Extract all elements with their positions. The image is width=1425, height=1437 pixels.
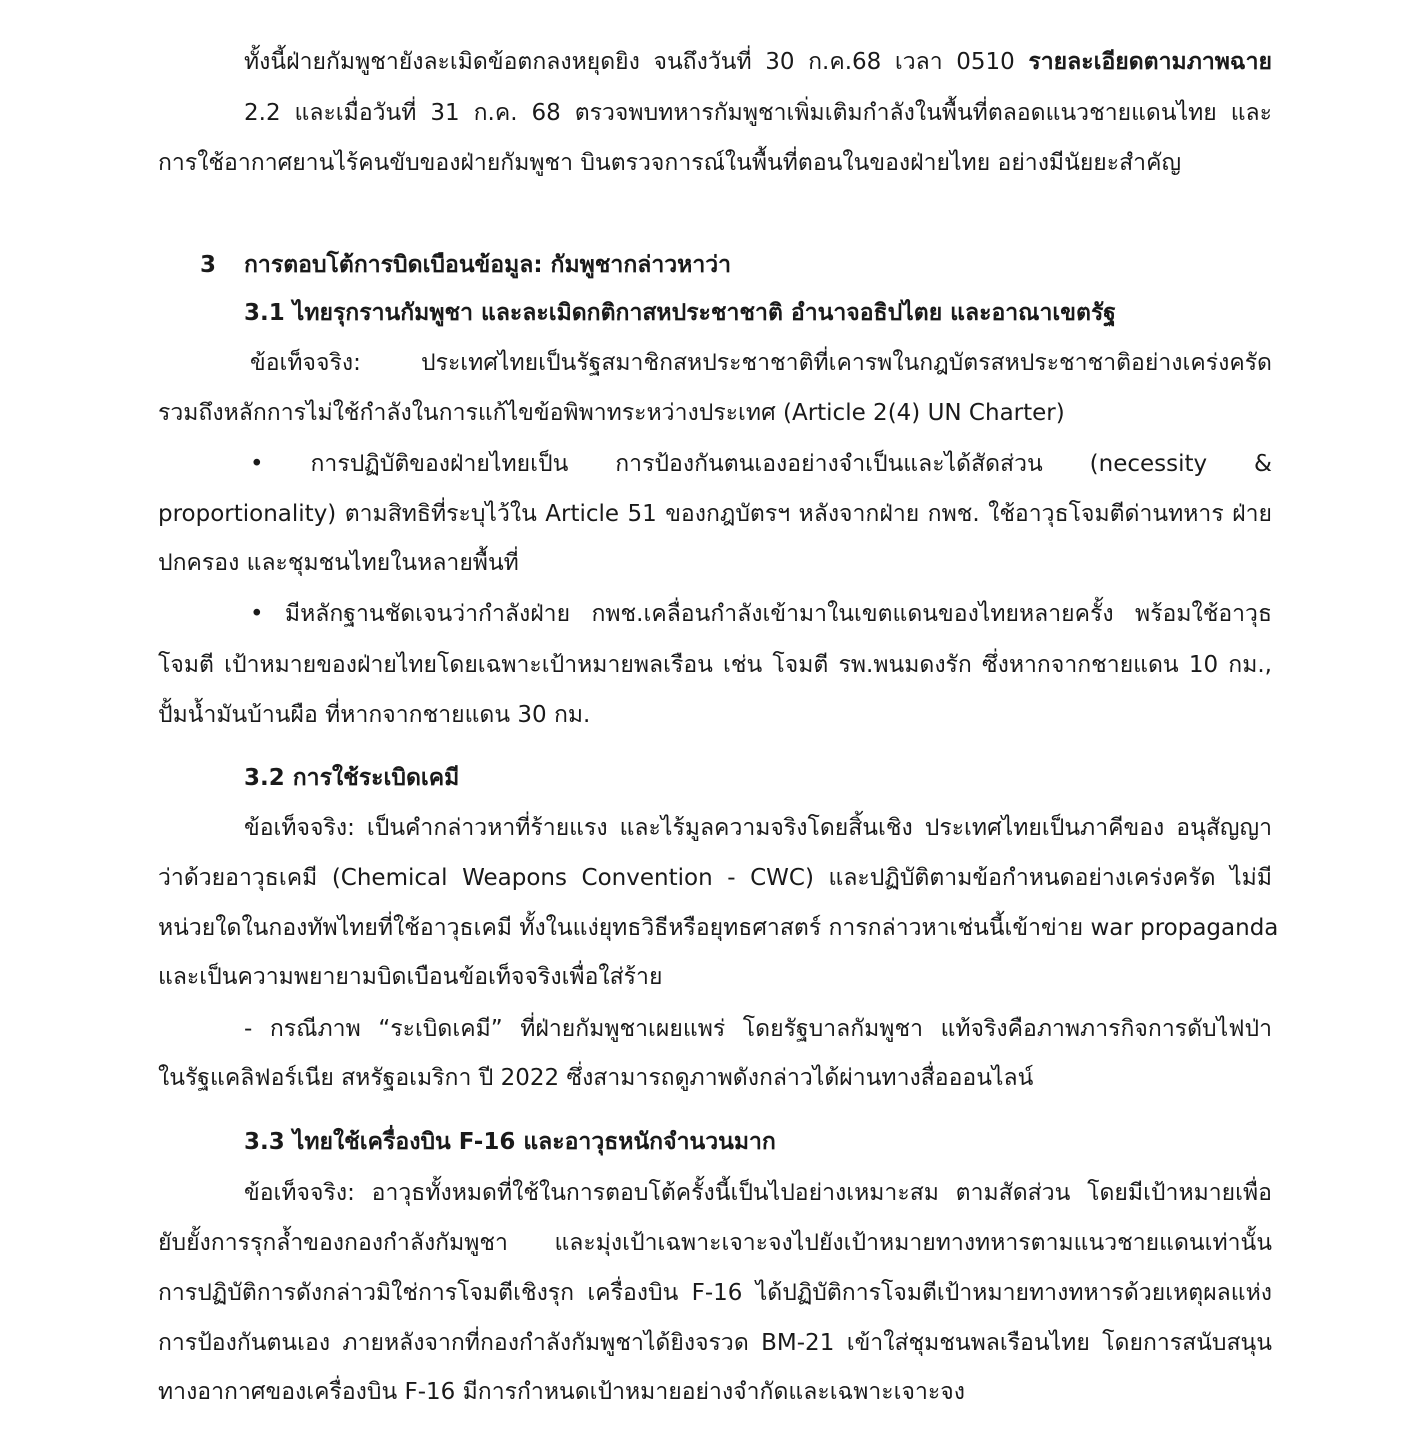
section-3-2-fact-line-1: ข้อเท็จจริง: เป็นคำกล่าวหาที่ร้ายแรง และไร้มูลความจริงโดยสิ้นเชิง ประเทศไทยเป็นภาคีของ อนุสัญญา bbox=[244, 815, 1272, 841]
section-3-1-fact-line-2: รวมถึงหลักการไม่ใช้กำลังในการแก้ไขข้อพิพาทระหว่างประเทศ (Article 2(4) UN Charter) bbox=[158, 400, 1065, 426]
paragraph-ceasefire-violation bbox=[244, 45, 1272, 79]
section-3-2-fact-line-2: ว่าด้วยอาวุธเคมี (Chemical Weapons Convention - CWC) และปฏิบัติตามข้อกำหนดอย่างเคร่งครัด ไม่มี bbox=[158, 865, 1272, 891]
section-3-1-bullet-2-line-3: ปั้มน้ำมันบ้านผือ ที่หากจากชายแดน 30 กม. bbox=[158, 702, 591, 728]
section-3-3-fact-line-4: การป้องกันตนเอง ภายหลังจากที่กองกำลังกัมพูชาได้ยิงจรวด BM-21 เข้าใส่ชุมชนพลเรือนไทย โดยการสนับสนุน bbox=[158, 1330, 1272, 1356]
section-3-title: การตอบโต้การบิดเบือนข้อมูล: กัมพูชากล่าวหาว่า bbox=[244, 252, 732, 278]
section-3-3-title: 3.3 ไทยใช้เครื่องบิน F-16 และอาวุธหนักจำนวนมาก bbox=[244, 1129, 776, 1155]
section-3-2-image-claim-line-1: - กรณีภาพ “ระเบิดเคมี” ที่ฝ่ายกัมพูชาเผยแพร่ โดยรัฐบาลกัมพูชา แท้จริงคือภาพภารกิจการดับไฟป่า bbox=[244, 1016, 1272, 1042]
section-3-3-fact-line-1: ข้อเท็จจริง: อาวุธทั้งหมดที่ใช้ในการตอบโต้ครั้งนี้เป็นไปอย่างเหมาะสม ตามสัดส่วน โดยมีเป้าหมายเพื่อ bbox=[244, 1180, 1272, 1206]
section-3-2-fact-line-3: หน่วยใดในกองทัพไทยที่ใช้อาวุธเคมี ทั้งในแง่ยุทธวิธีหรือยุทธศาสตร์ การกล่าวหาเช่นนี้เข้าข่าย war propaganda bbox=[158, 915, 1279, 941]
section-3-1-fact-line-1: ข้อเท็จจริง: ประเทศไทยเป็นรัฐสมาชิกสหประชาชาติที่เคารพในกฎบัตรสหประชาชาติอย่างเคร่งครัด bbox=[250, 350, 1272, 376]
section-3-3-fact-line-2: ยับยั้งการรุกล้ำของกองกำลังกัมพูชา และมุ่งเป้าเฉพาะเจาะจงไปยังเป้าหมายทางทหารตามแนวชายแดนเท่านั้น bbox=[158, 1230, 1272, 1256]
section-3-2-fact-line-4: และเป็นความพยายามบิดเบือนข้อเท็จจริงเพื่อใส่ร้าย bbox=[158, 964, 663, 990]
details-as-shown-text: รายละเอียดตามภาพฉาย bbox=[1028, 49, 1272, 75]
section-3-1-title: 3.1 ไทยรุกรานกัมพูชา และละเมิดกติกาสหประชาชาติ อำนาจอธิปไตย และอาณาเขตรัฐ bbox=[244, 300, 1116, 326]
section-3-1-bullet-1-line-2: proportionality) ตามสิทธิที่ระบุไว้ใน Article 51 ของกฎบัตรฯ หลังจากฝ่าย กพช. ใช้อาวุธโจมตีด่านทหาร ฝ่าย bbox=[158, 501, 1272, 527]
section-3-1-bullet-2-line-2: โจมตี เป้าหมายของฝ่ายไทยโดยเฉพาะเป้าหมายพลเรือน เช่น โจมตี รพ.พนมดงรัก ซึ่งหากจากชายแดน 10 กม., bbox=[158, 652, 1272, 678]
ceasefire-text: ทั้งนี้ฝ่ายกัมพูชายังละเมิดข้อตกลงหยุดยิง จนถึงวันที่ 30 ก.ค.68 เวลา 0510 bbox=[244, 49, 1029, 75]
paragraph-2-2-line-2: การใช้อากาศยานไร้คนขับของฝ่ายกัมพูชา บินตรวจการณ์ในพื้นที่ตอนในของฝ่ายไทย อย่างมีนัยยะสำคัญ bbox=[158, 150, 1182, 176]
section-3-2-image-claim-line-2: ในรัฐแคลิฟอร์เนีย สหรัฐอเมริกา ปี 2022 ซึ่งสามารถดูภาพดังกล่าวได้ผ่านทางสื่อออนไลน์ bbox=[158, 1065, 1034, 1091]
paragraph-2-2-line-1: 2.2 และเมื่อวันที่ 31 ก.ค. 68 ตรวจพบทหารกัมพูชาเพิ่มเติมกำลังในพื้นที่ตลอดแนวชายแดนไทย และ bbox=[244, 100, 1272, 126]
section-3-1-bullet-1-line-3: ปกครอง และชุมชนไทยในหลายพื้นที่ bbox=[158, 550, 519, 576]
section-3-2-title: 3.2 การใช้ระเบิดเคมี bbox=[244, 765, 460, 791]
section-3-3-fact-line-5: ทางอากาศของเครื่องบิน F-16 มีการกำหนดเป้าหมายอย่างจำกัดและเฉพาะเจาะจง bbox=[158, 1379, 965, 1405]
section-3-3-fact-line-3: การปฏิบัติการดังกล่าวมิใช่การโจมตีเชิงรุก เครื่องบิน F-16 ได้ปฏิบัติการโจมตีเป้าหมายทางทหารด้วยเหตุผลแห่ง bbox=[158, 1280, 1272, 1306]
section-3-1-bullet-1-line-1: • การปฏิบัติของฝ่ายไทยเป็น การป้องกันตนเองอย่างจำเป็นและได้สัดส่วน (necessity & bbox=[250, 451, 1272, 477]
section-3-1-bullet-2-line-1: • มีหลักฐานชัดเจนว่ากำลังฝ่าย กพช.เคลื่อนกำลังเข้ามาในเขตแดนของไทยหลายครั้ง พร้อมใช้อาวุธ bbox=[250, 601, 1272, 627]
section-3-number: 3 bbox=[200, 252, 217, 278]
